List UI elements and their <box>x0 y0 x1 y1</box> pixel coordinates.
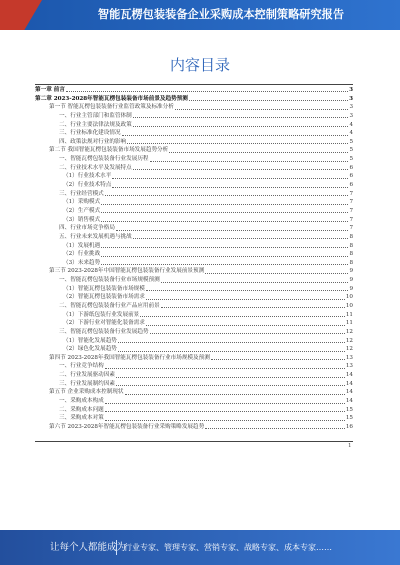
toc-entry[interactable] <box>35 86 353 95</box>
toc-entry-title: 五、行业未来发展机遇与挑战 <box>59 233 132 240</box>
toc-entry[interactable] <box>35 129 353 138</box>
toc-entry[interactable] <box>35 233 353 242</box>
toc-entry-title: 第三节 2023-2028年中国智能瓦楞包装装备行业发展前景预测 <box>49 268 205 275</box>
toc-entry-page: 9 <box>349 277 353 284</box>
toc-entry-title: （1）采购模式 <box>63 199 101 206</box>
toc-entry[interactable] <box>35 267 353 276</box>
toc-entry[interactable] <box>35 345 353 354</box>
toc-dot-leader <box>161 282 349 283</box>
toc-entry-page: 3 <box>349 104 353 111</box>
toc-dot-leader <box>125 394 345 395</box>
toc-dot-leader <box>122 135 349 136</box>
toc-entry-page: 14 <box>345 389 353 396</box>
toc-dot-leader <box>101 264 348 265</box>
toc-dot-leader <box>175 109 349 110</box>
toc-dot-leader <box>105 403 345 404</box>
toc-dot-leader <box>118 351 345 352</box>
toc-entry-title: 一、智能瓦楞包装装备行业发展历程 <box>59 156 149 163</box>
toc-title: 内容目录 <box>169 56 230 74</box>
toc-entry-page: 7 <box>349 199 353 206</box>
toc-entry[interactable] <box>35 172 353 181</box>
toc-entry-page: 10 <box>345 294 353 301</box>
toc-entry[interactable] <box>35 103 353 112</box>
toc-entry[interactable] <box>35 363 353 372</box>
toc-top-rule <box>35 84 353 85</box>
toc-entry[interactable] <box>35 224 353 233</box>
toc-entry-page: 6 <box>349 164 353 171</box>
toc-entry-page: 4 <box>349 121 353 128</box>
toc-entry[interactable] <box>35 121 353 130</box>
toc-entry-title: 一、采购成本构成 <box>59 398 104 405</box>
toc-entry-title: （2）行业技术特点 <box>63 182 112 189</box>
toc-dot-leader <box>116 385 345 386</box>
toc-entry-title: 三、采购成本对策 <box>59 415 104 422</box>
toc-entry-title: 一、行业主管部门和监管体制 <box>59 112 132 119</box>
toc-entry[interactable] <box>35 216 353 225</box>
toc-entry-title: 第一章 前言 <box>35 86 65 93</box>
report-title: 智能瓦楞包装装备企业采购成本控制策略研究报告 <box>97 8 345 21</box>
toc-entry-title: 三、行业标准化建设情况 <box>59 130 121 137</box>
footer-expert-list: 行业专家、管理专家、营销专家、战略专家、成本专家…… <box>124 543 332 552</box>
toc-entry-title: 二、行业主要法律法规及政策 <box>59 121 132 128</box>
toc-entry[interactable] <box>35 138 353 147</box>
toc-dot-leader <box>118 342 345 343</box>
toc-entry-title: （2）行业挑战 <box>63 251 101 258</box>
toc-entry-title: 三、行业经营模式 <box>59 190 104 197</box>
toc-entry-page: 6 <box>349 173 353 180</box>
toc-entry-title: 四、政策法规对行业的影响 <box>59 138 127 145</box>
toc-entry[interactable] <box>35 354 353 363</box>
toc-dot-leader <box>140 316 345 317</box>
header-red-accent <box>0 0 42 30</box>
toc-entry-page: 5 <box>349 156 353 163</box>
toc-dot-leader <box>112 178 348 179</box>
toc-entry-page: 11 <box>345 311 353 318</box>
toc-entry-page: 7 <box>349 190 353 197</box>
toc-entry[interactable] <box>35 302 353 311</box>
table-of-contents <box>35 86 353 432</box>
toc-entry[interactable] <box>35 397 353 406</box>
toc-entry-page: 12 <box>345 328 353 335</box>
toc-entry-page: 12 <box>345 346 353 353</box>
toc-dot-leader <box>101 256 348 257</box>
toc-entry[interactable] <box>35 259 353 268</box>
toc-dot-leader <box>105 368 345 369</box>
toc-entry-title: （3）销售模式 <box>63 216 101 223</box>
toc-entry-title: 二、行业技术水平及发展特点 <box>59 164 132 171</box>
toc-entry[interactable] <box>35 293 353 302</box>
toc-entry-title: 第二节 我国智能瓦楞包装装备市场发展趋势分析 <box>49 147 169 154</box>
toc-entry-title: （1）行业技术水平 <box>63 173 112 180</box>
toc-entry-page: 7 <box>349 207 353 214</box>
toc-entry-title: 第二章 2023-2028年智能瓦楞包装装备市场前景及趋势预测 <box>35 95 188 102</box>
footer-slogan: 让每个人都能成为 <box>50 542 127 553</box>
toc-dot-leader <box>189 100 348 101</box>
toc-entry[interactable] <box>35 406 353 415</box>
toc-entry-page: 14 <box>345 398 353 405</box>
toc-entry-page: 5 <box>349 138 353 145</box>
toc-entry-title: 二、智能瓦楞包装装备行业产品应用前景 <box>59 303 160 309</box>
toc-entry-page: 3 <box>349 86 353 93</box>
toc-entry-page: 3 <box>349 95 353 102</box>
toc-dot-leader <box>146 299 345 300</box>
footer-divider <box>116 540 117 555</box>
toc-entry[interactable] <box>35 207 353 216</box>
toc-dot-leader <box>146 325 345 326</box>
toc-dot-leader <box>133 117 349 118</box>
toc-entry-title: 第四节 2023-2028年我国智能瓦楞包装装备行业市场规模及预测 <box>49 354 210 361</box>
report-header-bar <box>0 0 400 30</box>
toc-entry[interactable] <box>35 155 353 164</box>
toc-entry-title: （2）智能瓦楞包装装备市场需求 <box>63 294 145 301</box>
page-number: 1 <box>348 443 352 449</box>
toc-entry[interactable] <box>35 198 353 207</box>
toc-dot-leader <box>205 428 345 429</box>
toc-entry-page: 8 <box>349 233 353 240</box>
toc-dot-leader <box>169 152 348 153</box>
toc-dot-leader <box>105 411 345 412</box>
toc-dot-leader <box>116 230 348 231</box>
footer-banner <box>0 530 400 565</box>
toc-entry[interactable] <box>35 414 353 423</box>
toc-dot-leader <box>211 359 345 360</box>
toc-entry-title: 第五节 企业采购成本控制现状 <box>49 389 124 396</box>
toc-entry-title: 三、行业发展制约因素 <box>59 380 115 387</box>
toc-entry-page: 7 <box>349 225 353 232</box>
toc-entry-page: 11 <box>345 320 353 327</box>
toc-entry-page: 16 <box>345 423 353 430</box>
toc-dot-leader <box>101 212 348 213</box>
toc-entry-title: （2）绿色化发展趋势 <box>63 346 117 353</box>
toc-entry-title: （1）下游纸包装行业发展前景 <box>63 311 140 318</box>
toc-bottom-rule <box>35 441 353 442</box>
toc-entry-page: 9 <box>349 285 353 292</box>
toc-entry[interactable] <box>35 190 353 199</box>
toc-entry-title: （1）智能瓦楞包装装备市场规模 <box>63 285 145 292</box>
toc-dot-leader <box>116 377 345 378</box>
toc-entry-page: 8 <box>349 251 353 258</box>
toc-entry-page: 13 <box>345 354 353 361</box>
toc-entry-title: （1）发展机遇 <box>63 242 101 249</box>
toc-entry-title: 一、行业竞争结构 <box>59 363 104 370</box>
toc-entry-page: 13 <box>345 363 353 370</box>
toc-entry[interactable] <box>35 112 353 121</box>
toc-dot-leader <box>205 273 348 274</box>
toc-dot-leader <box>150 161 349 162</box>
toc-entry-page: 5 <box>349 147 353 154</box>
toc-dot-leader <box>133 126 349 127</box>
toc-entry-page: 6 <box>349 182 353 189</box>
toc-entry-title: （1）智能化发展趋势 <box>63 337 117 344</box>
toc-entry[interactable] <box>35 146 353 155</box>
toc-entry[interactable] <box>35 250 353 259</box>
toc-entry[interactable] <box>35 164 353 173</box>
toc-dot-leader <box>105 420 345 421</box>
toc-dot-leader <box>101 221 348 222</box>
toc-dot-leader <box>105 195 349 196</box>
toc-entry-title: 二、行业发展驱动因素 <box>59 372 115 379</box>
toc-entry-page: 8 <box>349 259 353 266</box>
toc-entry-page: 12 <box>345 337 353 344</box>
toc-entry[interactable] <box>35 423 353 432</box>
toc-dot-leader <box>66 91 348 92</box>
toc-dot-leader <box>161 307 345 308</box>
toc-entry-page: 10 <box>345 303 353 309</box>
toc-entry-page: 14 <box>345 372 353 379</box>
toc-entry-page: 14 <box>345 380 353 387</box>
toc-entry-title: 二、采购成本问题 <box>59 406 104 413</box>
toc-entry[interactable] <box>35 388 353 397</box>
toc-entry[interactable] <box>35 276 353 285</box>
toc-entry-page: 4 <box>349 130 353 137</box>
toc-entry-page: 7 <box>349 216 353 223</box>
toc-entry-page: 8 <box>349 242 353 249</box>
toc-dot-leader <box>127 143 348 144</box>
toc-dot-leader <box>150 333 345 334</box>
toc-entry[interactable] <box>35 337 353 346</box>
toc-entry-page: 15 <box>345 406 353 413</box>
toc-entry-title: （2）生产模式 <box>63 207 101 214</box>
toc-entry-page: 15 <box>345 415 353 422</box>
toc-entry[interactable] <box>35 328 353 337</box>
toc-dot-leader <box>112 187 348 188</box>
toc-entry[interactable] <box>35 311 353 320</box>
toc-entry-title: 第一节 智能瓦楞包装装备行业监管政策及标准分析 <box>49 104 174 111</box>
toc-entry[interactable] <box>35 242 353 251</box>
toc-entry-title: 一、智能瓦楞包装装备行业市场规模预测 <box>59 277 160 284</box>
toc-entry-page: 9 <box>349 268 353 275</box>
toc-dot-leader <box>146 290 349 291</box>
toc-entry-title: （2）下游行业对智能化装备需求 <box>63 320 145 327</box>
toc-dot-leader <box>133 169 349 170</box>
toc-dot-leader <box>133 238 349 239</box>
toc-dot-leader <box>101 204 348 205</box>
toc-entry[interactable] <box>35 285 353 294</box>
toc-entry[interactable] <box>35 181 353 190</box>
toc-entry[interactable] <box>35 380 353 389</box>
toc-entry-page: 3 <box>349 112 353 119</box>
toc-entry[interactable] <box>35 319 353 328</box>
toc-entry-title: （3）未来趋势 <box>63 259 101 266</box>
toc-entry[interactable] <box>35 95 353 104</box>
toc-entry-title: 四、行业市场竞争格局 <box>59 225 115 232</box>
toc-entry[interactable] <box>35 371 353 380</box>
toc-entry-title: 三、智能瓦楞包装装备行业发展趋势 <box>59 328 149 335</box>
toc-entry-title: 第六节 2023-2028年智能瓦楞包装装备行业采购策略发展趋势 <box>49 423 205 430</box>
toc-dot-leader <box>101 247 348 248</box>
